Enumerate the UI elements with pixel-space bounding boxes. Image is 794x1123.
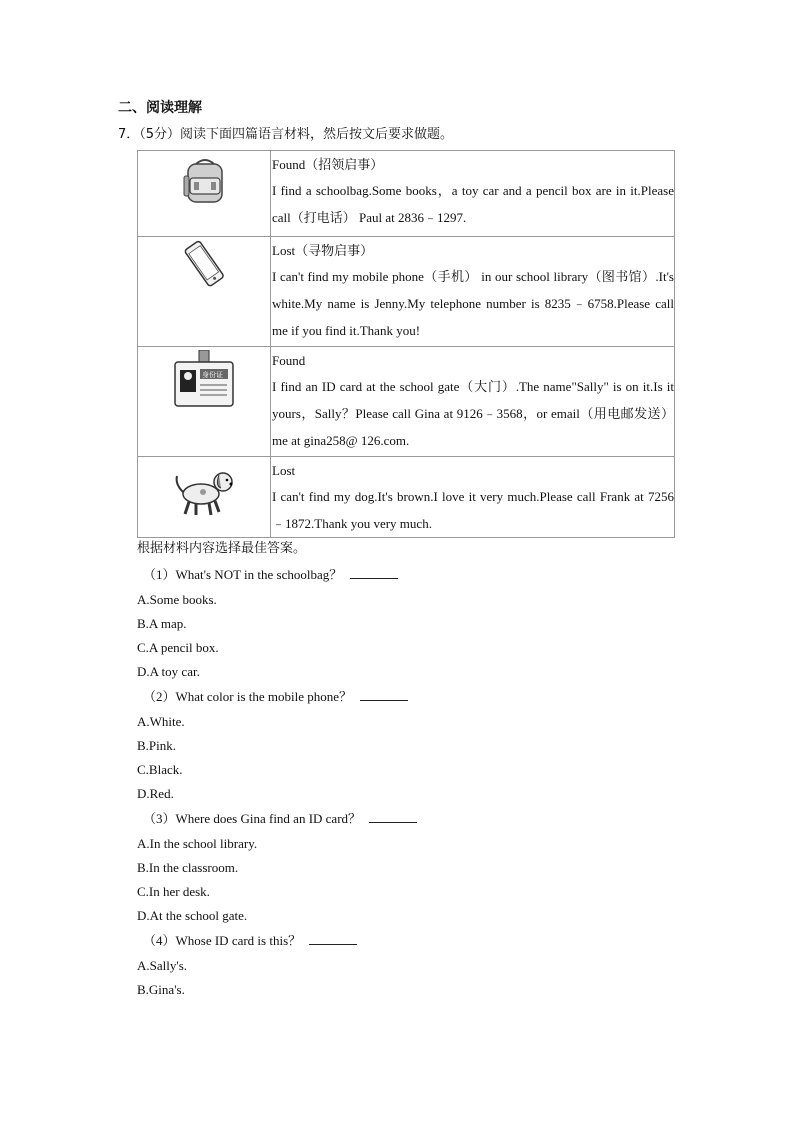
notice-title: Lost <box>272 463 296 478</box>
question-stem <box>137 684 697 710</box>
question-text: （3）Where does Gina find an ID card？ <box>143 811 362 826</box>
option[interactable]: C.Black. <box>137 762 183 777</box>
question-text: （1）What's NOT in the schoolbag？ <box>143 567 343 582</box>
notice-text-cell <box>271 151 675 237</box>
notice-text-cell <box>271 237 675 347</box>
notice-text-cell <box>271 457 675 538</box>
notice-text-cell <box>271 347 675 457</box>
notice-row <box>138 237 675 347</box>
notice-title: Found（招领启事） <box>272 157 384 172</box>
notices-table <box>137 150 675 538</box>
question-text: （4）Whose ID card is this？ <box>143 933 302 948</box>
question-block <box>137 928 697 1002</box>
section-title: 二、阅读理解 <box>118 100 202 116</box>
option[interactable]: B.In the classroom. <box>137 860 239 875</box>
notice-body: I find a schoolbag.Some books，a toy car and a pencil box are in it.Please call（打电话） Paul at 2836﹣1297. <box>272 183 674 225</box>
option[interactable]: D.Red. <box>137 786 174 801</box>
notice-picture-cell <box>138 237 271 347</box>
option[interactable]: B.Gina's. <box>137 982 185 997</box>
notice-row <box>138 151 675 237</box>
schoolbag-icon <box>174 156 234 206</box>
option[interactable]: C.In her desk. <box>137 884 210 899</box>
option[interactable]: C.A pencil box. <box>137 640 219 655</box>
instruction: 根据材料内容选择最佳答案。 <box>137 541 307 556</box>
answer-blank[interactable] <box>360 688 408 701</box>
notice-body: I can't find my dog.It's brown.I love it very much.Please call Frank at 7256﹣1872.Thank you very much. <box>272 489 674 531</box>
option[interactable]: D.A toy car. <box>137 664 200 679</box>
option[interactable]: A.Sally's. <box>137 958 188 973</box>
notice-row <box>138 457 675 538</box>
id-card-label: 身份证 <box>202 371 223 379</box>
question-stem <box>137 806 697 832</box>
question-text: （2）What color is the mobile phone？ <box>143 689 353 704</box>
option[interactable]: B.Pink. <box>137 738 177 753</box>
question-stem <box>137 562 697 588</box>
notice-title: Found <box>272 353 306 368</box>
option[interactable]: A.In the school library. <box>137 836 258 851</box>
option[interactable]: D.At the school gate. <box>137 908 248 923</box>
option[interactable]: B.A map. <box>137 616 187 631</box>
answer-blank[interactable] <box>369 810 417 823</box>
notice-row <box>138 347 675 457</box>
answer-blank[interactable] <box>350 566 398 579</box>
notice-body: I find an ID card at the school gate（大门）.The name"Sally" is on it.Is it yours，Sally？Please call Gina at 9126﹣3568，or email（用电邮发送） me at gina258@ 126.com. <box>272 379 674 448</box>
question-stem <box>137 928 697 954</box>
notice-title: Lost（寻物启事） <box>272 243 374 258</box>
notice-picture-cell <box>138 151 271 237</box>
notice-body: I can't find my mobile phone（手机） in our school library（图书馆）.It's white.My name is Jenny.My telephone number is 8235﹣6758.Please call me if you find it.Thank you! <box>272 269 674 338</box>
option[interactable]: A.White. <box>137 714 185 729</box>
question-block <box>137 806 697 928</box>
option[interactable]: A.Some books. <box>137 592 217 607</box>
id-card-icon <box>169 350 239 412</box>
dog-icon <box>169 460 239 518</box>
notice-picture-cell <box>138 347 271 457</box>
question-block <box>137 562 697 684</box>
question-block <box>137 684 697 806</box>
question-intro: 7．（5分）阅读下面四篇语言材料，然后按文后要求做题。 <box>118 127 454 142</box>
question-list <box>137 562 697 1002</box>
answer-blank[interactable] <box>309 932 357 945</box>
mobile-phone-icon <box>174 240 234 290</box>
notice-picture-cell <box>138 457 271 538</box>
